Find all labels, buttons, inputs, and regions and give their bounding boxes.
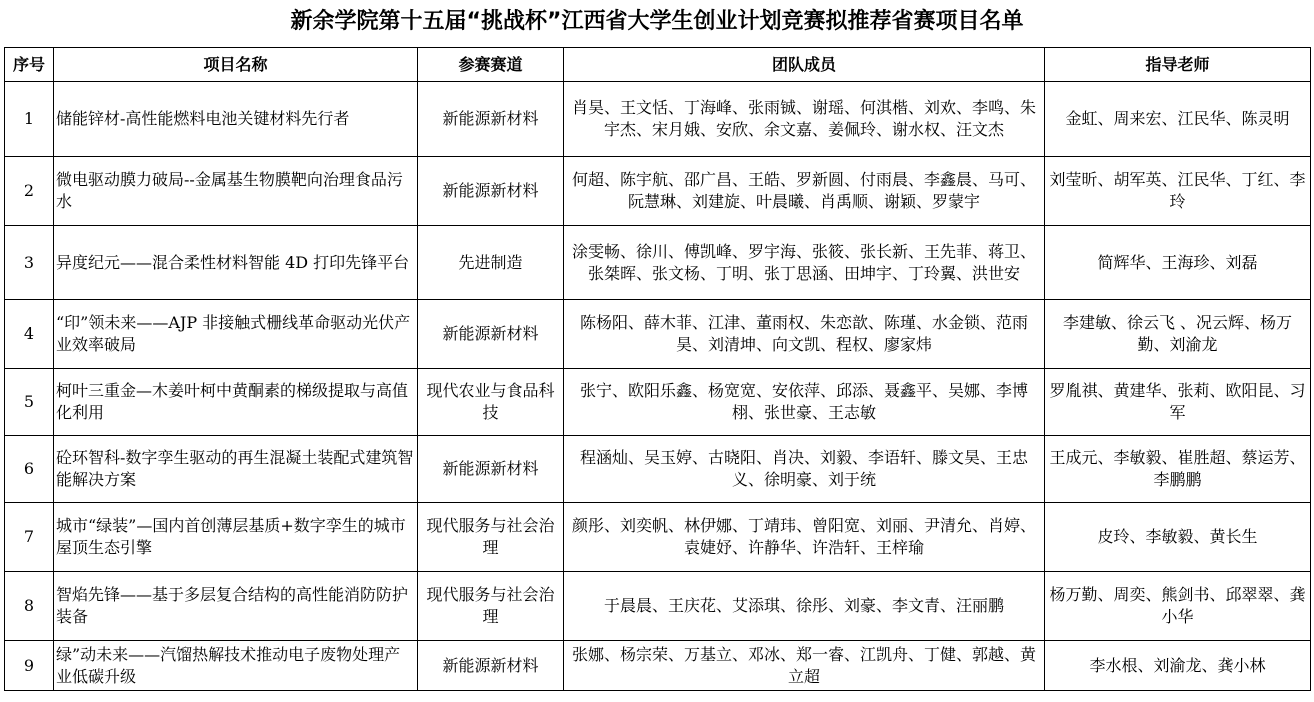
row-number: 5	[5, 369, 54, 436]
row-number: 4	[5, 300, 54, 369]
advisors: 李建敏、徐云飞 、况云辉、杨万勤、刘渝龙	[1045, 300, 1311, 369]
row-number: 9	[5, 641, 54, 691]
team-members: 肖昊、王文恬、丁海峰、张雨铖、谢瑶、何淇楷、刘欢、李鸣、朱宇杰、宋月娥、安欣、余文嘉、姜佩玲、谢水权、汪文杰	[564, 82, 1045, 157]
table-row	[5, 157, 1311, 226]
project-name: 异度纪元——混合柔性材料智能 4D 打印先锋平台	[54, 226, 418, 300]
table-row	[5, 82, 1311, 157]
table-row	[5, 300, 1311, 369]
advisors: 罗胤祺、黄建华、张莉、欧阳昆、习军	[1045, 369, 1311, 436]
track: 新能源新材料	[418, 641, 564, 691]
project-name: “印”领未来——AJP 非接触式栅线革命驱动光伏产业效率破局	[54, 300, 418, 369]
table-row	[5, 436, 1311, 503]
advisors: 刘莹昕、胡军英、江民华、丁红、李玲	[1045, 157, 1311, 226]
table-row	[5, 226, 1311, 300]
track: 新能源新材料	[418, 300, 564, 369]
track: 现代服务与社会治理	[418, 503, 564, 572]
team-members: 张娜、杨宗荣、万基立、邓冰、郑一睿、江凯舟、丁健、郭越、黄立超	[564, 641, 1045, 691]
row-number: 2	[5, 157, 54, 226]
project-name: 微电驱动膜力破局--金属基生物膜靶向治理食品污水	[54, 157, 418, 226]
team-members: 程涵灿、吴玉婷、古晓阳、肖决、刘毅、李语轩、滕文昊、王忠义、徐明豪、刘于统	[564, 436, 1045, 503]
col-header-track: 参赛赛道	[418, 48, 564, 82]
team-members: 陈杨阳、薛木菲、江津、董雨权、朱恋歆、陈瑾、水金锁、范雨昊、刘清坤、向文凯、程权、廖家炜	[564, 300, 1045, 369]
team-members: 涂雯畅、徐川、傅凯峰、罗宇海、张筱、张长新、王先菲、蒋卫、张桀晖、张文杨、丁明、张丁思涵、田坤宇、丁玲翼、洪世安	[564, 226, 1045, 300]
row-number: 7	[5, 503, 54, 572]
advisors: 皮玲、李敏毅、黄长生	[1045, 503, 1311, 572]
team-members: 何超、陈宇航、邵广昌、王皓、罗新圆、付雨晨、李鑫晨、马可、阮慧琳、刘建旋、叶晨曦、肖禹顺、谢颖、罗蒙宇	[564, 157, 1045, 226]
advisors: 王成元、李敏毅、崔胜超、蔡运芳、李鹏鹏	[1045, 436, 1311, 503]
project-name: 城市“绿装”—国内首创薄层基质+数字孪生的城市屋顶生态引擎	[54, 503, 418, 572]
advisors: 李水根、刘渝龙、龚小林	[1045, 641, 1311, 691]
col-header-no: 序号	[5, 48, 54, 82]
advisors: 简辉华、王海珍、刘磊	[1045, 226, 1311, 300]
advisors: 杨万勤、周奕、熊剑书、邱翠翠、龚小华	[1045, 572, 1311, 641]
table-row	[5, 572, 1311, 641]
project-name: 柯叶三重金—木姜叶柯中黄酮素的梯级提取与高值化利用	[54, 369, 418, 436]
header-row	[5, 48, 1311, 82]
col-header-members: 团队成员	[564, 48, 1045, 82]
col-header-name: 项目名称	[54, 48, 418, 82]
team-members: 张宁、欧阳乐鑫、杨宽宽、安依萍、邱添、聂鑫平、吴娜、李博栩、张世豪、王志敏	[564, 369, 1045, 436]
row-number: 1	[5, 82, 54, 157]
row-number: 8	[5, 572, 54, 641]
track: 现代农业与食品科技	[418, 369, 564, 436]
track: 新能源新材料	[418, 82, 564, 157]
track: 新能源新材料	[418, 157, 564, 226]
project-name: 储能锌材-高性能燃料电池关键材料先行者	[54, 82, 418, 157]
project-name: 智焰先锋——基于多层复合结构的高性能消防防护装备	[54, 572, 418, 641]
track: 新能源新材料	[418, 436, 564, 503]
col-header-advisors: 指导老师	[1045, 48, 1311, 82]
project-table	[4, 47, 1311, 691]
row-number: 3	[5, 226, 54, 300]
project-name: 绿”动未来——汽馏热解技术推动电子废物处理产业低碳升级	[54, 641, 418, 691]
track: 现代服务与社会治理	[418, 572, 564, 641]
project-name: 砼环智科-数字孪生驱动的再生混凝土装配式建筑智能解决方案	[54, 436, 418, 503]
team-members: 于晨晨、王庆花、艾添琪、徐彤、刘豪、李文青、汪丽鹏	[564, 572, 1045, 641]
row-number: 6	[5, 436, 54, 503]
table-row	[5, 641, 1311, 691]
advisors: 金虹、周来宏、江民华、陈灵明	[1045, 82, 1311, 157]
table-row	[5, 369, 1311, 436]
track: 先进制造	[418, 226, 564, 300]
table-row	[5, 503, 1311, 572]
page-title: 新余学院第十五届“挑战杯”江西省大学生创业计划竞赛拟推荐省赛项目名单	[290, 9, 1024, 34]
team-members: 颜彤、刘奕帆、林伊娜、丁靖玮、曾阳宽、刘丽、尹清允、肖婷、袁婕妤、许静华、许浩轩、王梓瑜	[564, 503, 1045, 572]
